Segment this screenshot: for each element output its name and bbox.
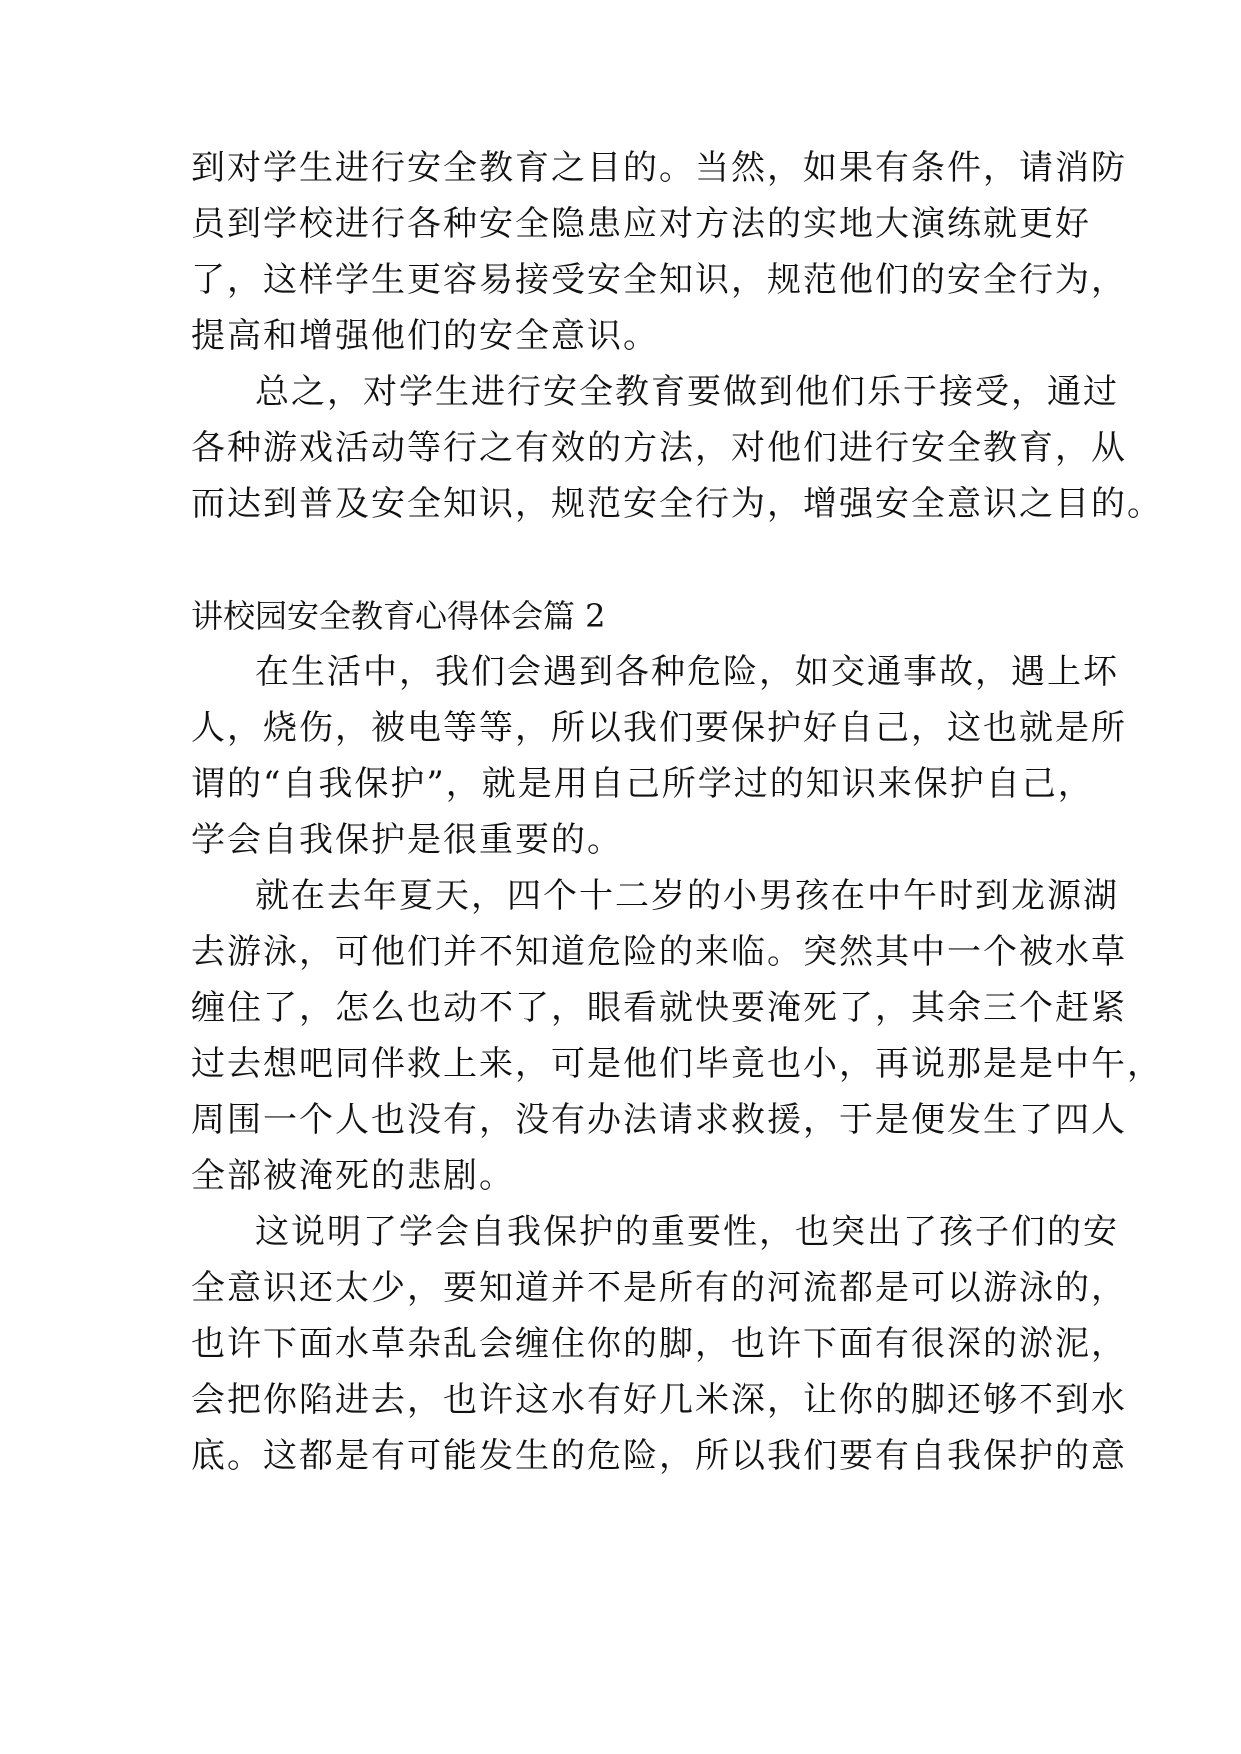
text-line: 缠住了，怎么也动不了，眼看就快要淹死了，其余三个赶紧 — [191, 988, 1127, 1028]
text-line: 而达到普及安全知识，规范安全行为，增强安全意识之目的。 — [191, 484, 1163, 524]
text-line: 员到学校进行各种安全隐患应对方法的实地大演练就更好 — [191, 204, 1091, 244]
text-line: 也许下面水草杂乱会缠住你的脚，也许下面有很深的淤泥， — [191, 1324, 1127, 1364]
text-line: 过去想吧同伴救上来，可是他们毕竟也小，再说那是是中午， — [191, 1044, 1163, 1084]
text-line: 周围一个人也没有，没有办法请求救援，于是便发生了四人 — [191, 1100, 1127, 1140]
text-line: 总之，对学生进行安全教育要做到他们乐于接受，通过 — [255, 372, 1119, 412]
text-line: 全部被淹死的悲剧。 — [191, 1156, 515, 1196]
text-line: 去游泳，可他们并不知道危险的来临。突然其中一个被水草 — [191, 932, 1127, 972]
text-line: 底。这都是有可能发生的危险，所以我们要有自我保护的意 — [191, 1436, 1127, 1476]
text-line: 就在去年夏天，四个十二岁的小男孩在中午时到龙源湖 — [255, 876, 1119, 916]
text-line: 全意识还太少，要知道并不是所有的河流都是可以游泳的， — [191, 1268, 1127, 1308]
section-heading: 讲校园安全教育心得体会篇 2 — [191, 597, 606, 635]
text-line: 会把你陷进去，也许这水有好几米深，让你的脚还够不到水 — [191, 1380, 1127, 1420]
text-line: 学会自我保护是很重要的。 — [191, 820, 623, 860]
text-line: 提高和增强他们的安全意识。 — [191, 316, 659, 356]
text-line: 谓的“自我保护”，就是用自己所学过的知识来保护自己， — [191, 764, 1094, 804]
text-line: 在生活中，我们会遇到各种危险，如交通事故，遇上坏 — [255, 652, 1119, 692]
text-line: 人，烧伤，被电等等，所以我们要保护好自己，这也就是所 — [191, 708, 1127, 748]
text-line: 各种游戏活动等行之有效的方法，对他们进行安全教育，从 — [191, 428, 1127, 468]
text-line: 了，这样学生更容易接受安全知识，规范他们的安全行为， — [191, 260, 1127, 300]
text-line: 这说明了学会自我保护的重要性，也突出了孩子们的安 — [255, 1212, 1119, 1252]
text-line: 到对学生进行安全教育之目的。当然，如果有条件，请消防 — [191, 148, 1127, 188]
